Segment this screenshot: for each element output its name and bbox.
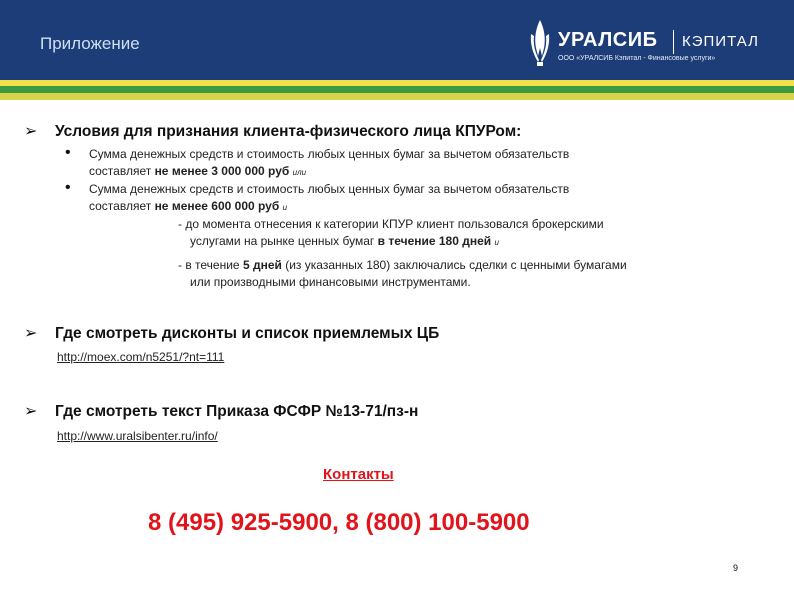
arrow-bullet-icon: ➢: [24, 401, 38, 420]
arrow-bullet-icon: ➢: [24, 323, 38, 342]
discounts-heading: Где смотреть дисконты и список приемлемых ЦБ: [55, 325, 440, 342]
sub-condition-2-line-1: - в течение 5 дней (из указанных 180) заключались сделки с ценными бумагами: [178, 258, 627, 272]
bullet-2-line-1: Сумма денежных средств и стоимость любых ценных бумаг за вычетом обязательств: [89, 182, 570, 196]
header-bar: [0, 0, 794, 80]
bullet-dot-icon: •: [65, 144, 71, 161]
logo-emblem-icon: [526, 18, 554, 68]
discounts-link[interactable]: http://moex.com/n5251/?nt=111: [57, 350, 225, 364]
contacts-label: Контакты: [323, 466, 394, 483]
logo-tagline: ООО «УРАЛСИБ Кэпитал - Финансовые услуги»: [558, 55, 716, 62]
header-stripe-green: [0, 86, 794, 93]
sub-condition-1-line-1: - до момента отнесения к категории КПУР клиент пользовался брокерскими: [178, 217, 604, 231]
bullet-dot-icon: •: [65, 179, 71, 196]
logo-separator: [673, 30, 674, 54]
company-logo: [526, 18, 776, 68]
bullet-1-line-2: составляет не менее 3 000 000 руб или: [89, 164, 307, 178]
contact-phones: 8 (495) 925-5900, 8 (800) 100-5900: [148, 509, 530, 536]
order-heading: Где смотреть текст Приказа ФСФР №13-71/пз-н: [55, 403, 419, 420]
bullet-1-line-1: Сумма денежных средств и стоимость любых ценных бумаг за вычетом обязательств: [89, 147, 570, 161]
header-title: Приложение: [40, 34, 140, 53]
header-stripe-yellow-2: [0, 93, 794, 100]
sub-condition-2-line-2: или производными финансовыми инструментами.: [190, 275, 471, 289]
order-link[interactable]: http://www.uralsibenter.ru/info/: [57, 429, 218, 443]
logo-subtitle: КЭПИТАЛ: [682, 33, 759, 50]
bullet-2-line-2: составляет не менее 600 000 руб и: [89, 199, 288, 213]
sub-condition-1-line-2: услугами на рынке ценных бумаг в течение 180 дней и: [190, 234, 499, 248]
page-number: 9: [733, 563, 739, 573]
conditions-heading: Условия для признания клиента-физического лица КПУРом:: [55, 123, 522, 140]
logo-name: УРАЛСИБ: [558, 29, 658, 51]
arrow-bullet-icon: ➢: [24, 121, 38, 140]
